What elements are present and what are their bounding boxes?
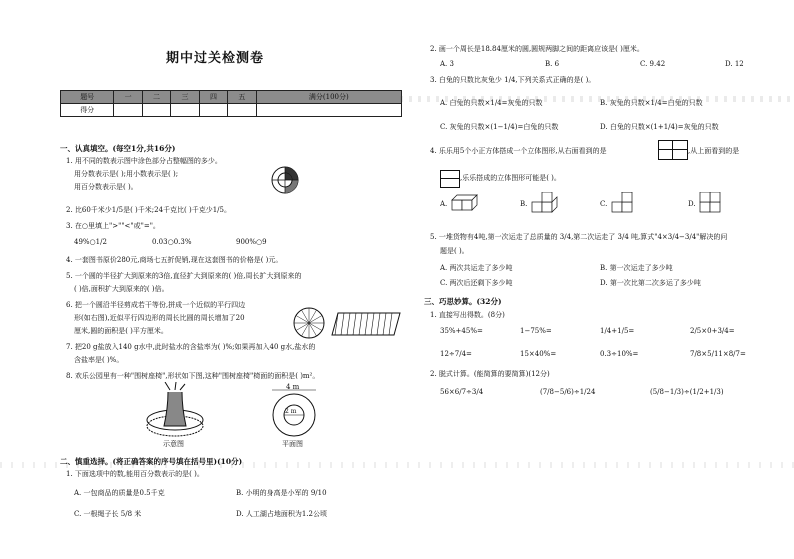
option-2-1-A[interactable]: A. 一包商品的质量是0.5千克	[74, 489, 165, 497]
calc-2-4: 7/8×5/11×8/7=	[690, 350, 746, 358]
figure-caption-sketch: 示意图	[163, 440, 184, 448]
score-header-cell: 题号	[61, 91, 114, 104]
figure-dimension-4m: 4 m	[286, 383, 300, 391]
question-1-7: 7. 把20 g盐放入140 g水中,此时盐水的含盐率为( )%;如果再加入40 g水,盐水的	[66, 343, 316, 351]
question-2-1: 1. 下面选项中的数,能用百分数表示的是( )。	[66, 470, 204, 478]
option-2-2-A[interactable]: A. 3	[440, 60, 454, 68]
svg-text:B.: B.	[520, 200, 528, 208]
question-1-3: 3. 在○里填上">""<"或"="。	[66, 222, 160, 230]
question-1-5: 5. 一个圆的半径扩大到原来的3倍,直径扩大到原来的( )倍,周长扩大到原来的	[66, 272, 302, 280]
score-header-cell: 四	[199, 91, 227, 104]
question-2-5-b: 题是( )。	[440, 247, 469, 255]
compare-c: 900%○9	[236, 238, 267, 246]
score-cell[interactable]	[256, 104, 401, 117]
tree-bench-illustration	[140, 382, 210, 444]
question-2-4: 4. 乐乐用5个小正方体搭成一个立体图形,从右面看到的是	[430, 147, 607, 155]
question-2-3: 3. 白兔的只数比灰兔少 1/4,下列关系式正确的是( )。	[430, 76, 596, 84]
question-1-6-b: 形(如右图),近似平行四边形的周长比圆的周长增加了20	[74, 314, 245, 322]
option-2-3-A[interactable]: A. 白兔的只数×1/4=灰兔的只数	[440, 99, 543, 107]
compare-b: 0.03○0.3%	[152, 238, 192, 246]
question-1-5-b: ( )倍,面积扩大到原来的( )倍。	[74, 285, 169, 293]
option-2-3-C[interactable]: C. 灰兔的只数×(1−1/4)=白兔的只数	[440, 123, 559, 131]
question-1-1-b: 用百分数表示是( )。	[74, 183, 138, 191]
option-2-5-B[interactable]: B. 第一次运走了多少吨	[600, 264, 673, 272]
svg-text:D.: D.	[688, 200, 696, 208]
question-1-8: 8. 欢乐公园里有一种"围树座椅",形状如下图,这种"围树座椅"椅面的面积是( )m²。	[66, 372, 320, 380]
option-2-3-B[interactable]: B. 灰兔的只数×1/4=白兔的只数	[600, 99, 703, 107]
question-1-4: 4. 一套图书原价280元,商场七五折促销,现在这套图书的价格是( )元。	[66, 256, 283, 264]
svg-text:A.: A.	[440, 200, 448, 208]
question-1-1-a: 用分数表示是( );用小数表示是( );	[74, 170, 179, 178]
question-1-1: 1. 用不同的数表示图中涂色部分占整幅图的多少。	[66, 157, 222, 165]
pie-figure	[270, 165, 300, 195]
option-2-2-B[interactable]: B. 6	[545, 60, 560, 68]
option-2-5-A[interactable]: A. 两次共运走了多少吨	[440, 264, 513, 272]
section-2-title: 二、慎重选择。(将正确答案的序号填在括号里)(10分)	[60, 457, 243, 466]
score-cell[interactable]	[228, 104, 256, 117]
score-header-cell: 一	[114, 91, 142, 104]
calc-1-1: 35%+45%=	[440, 327, 483, 335]
right-view-figure	[658, 140, 688, 160]
question-2-4-c: ,乐乐搭成的立体图形可能是( )。	[460, 174, 561, 182]
question-1-2: 2. 比60千米少1/5是( )千米;24千克比( )千克少1/5。	[66, 206, 231, 214]
calc-3-3: (5/8−1/3)÷(1/2+1/3)	[650, 388, 724, 396]
score-table	[60, 90, 402, 117]
section-1-title: 一、认真填空。(每空1分,共16分)	[60, 144, 176, 153]
figure-caption-plan: 平面图	[282, 440, 303, 448]
option-2-2-D[interactable]: D. 12	[725, 60, 744, 68]
calc-2-1: 12÷7/4=	[440, 350, 472, 358]
calc-3-2: (7/8−5/6)÷1/24	[540, 388, 596, 396]
score-row-label: 得分	[61, 104, 114, 117]
section-3-title: 三、巧思妙算。(32分)	[424, 297, 502, 306]
question-1-7-b: 含盐率是( )%。	[74, 356, 124, 364]
score-table-row	[61, 104, 402, 117]
question-3-2: 2. 脱式计算。(能简算的要简算)(12分)	[430, 370, 550, 378]
question-2-2: 2. 画一个周长是18.84厘米的圆,圆规两脚之间的距离应该是( )厘米。	[430, 45, 644, 53]
calc-3-1: 56×6/7÷3/4	[440, 388, 484, 396]
calc-1-4: 2/5×0+3/4=	[690, 327, 735, 335]
option-2-1-D[interactable]: D. 人工湖占地面积为1.2公顷	[236, 510, 327, 518]
question-3-1: 1. 直接写出得数。(8分)	[430, 311, 505, 319]
scan-noise	[0, 462, 794, 468]
score-cell[interactable]	[171, 104, 199, 117]
score-cell[interactable]	[114, 104, 142, 117]
page-title: 期中过关检测卷	[166, 51, 265, 66]
option-2-1-C[interactable]: C. 一根绳子长 5/8 米	[74, 510, 142, 518]
calc-1-2: 1−75%=	[520, 327, 552, 335]
calc-2-2: 15×40%=	[520, 350, 557, 358]
svg-text:C.: C.	[600, 200, 608, 208]
score-header-cell: 三	[171, 91, 199, 104]
figure-dimension-2m: 2 m	[285, 408, 297, 415]
option-2-2-C[interactable]: C. 9.42	[640, 60, 666, 68]
score-cell[interactable]	[199, 104, 227, 117]
score-cell[interactable]	[142, 104, 170, 117]
option-2-1-B[interactable]: B. 小明的身高是小军的 9/10	[236, 489, 327, 497]
question-2-4-b: ,从上面看到的是	[688, 147, 740, 155]
option-2-3-D[interactable]: D. 白兔的只数×(1+1/4)=灰兔的只数	[600, 123, 719, 131]
question-2-5: 5. 一堆货物有4吨,第一次运走了总质量的 3/4,第二次运走了 3/4 吨,算式"4×3/4−3/4"解决的问	[430, 233, 728, 241]
top-view-figure	[440, 170, 460, 188]
calc-1-3: 1/4+1/5=	[600, 327, 635, 335]
score-header-cell: 五	[228, 91, 256, 104]
calc-2-3: 0.3÷10%=	[600, 350, 639, 358]
question-1-6: 6. 把一个圆沿半径剪成若干等份,拼成一个近似的平行四边	[66, 301, 246, 309]
scan-noise	[400, 96, 790, 102]
score-table-header	[61, 91, 402, 104]
cube-options-figure	[440, 192, 780, 222]
option-2-5-D[interactable]: D. 第一次比第二次多运了多少吨	[600, 279, 701, 287]
compare-a: 49%○1/2	[74, 238, 107, 246]
score-header-cell: 二	[142, 91, 170, 104]
question-1-6-c: 厘米,圆的面积是( )平方厘米。	[74, 327, 168, 335]
option-2-5-C[interactable]: C. 两次后还剩下多少吨	[440, 279, 513, 287]
score-header-cell: 满分(100分)	[256, 91, 401, 104]
circle-to-parallelogram-figure	[292, 305, 412, 345]
